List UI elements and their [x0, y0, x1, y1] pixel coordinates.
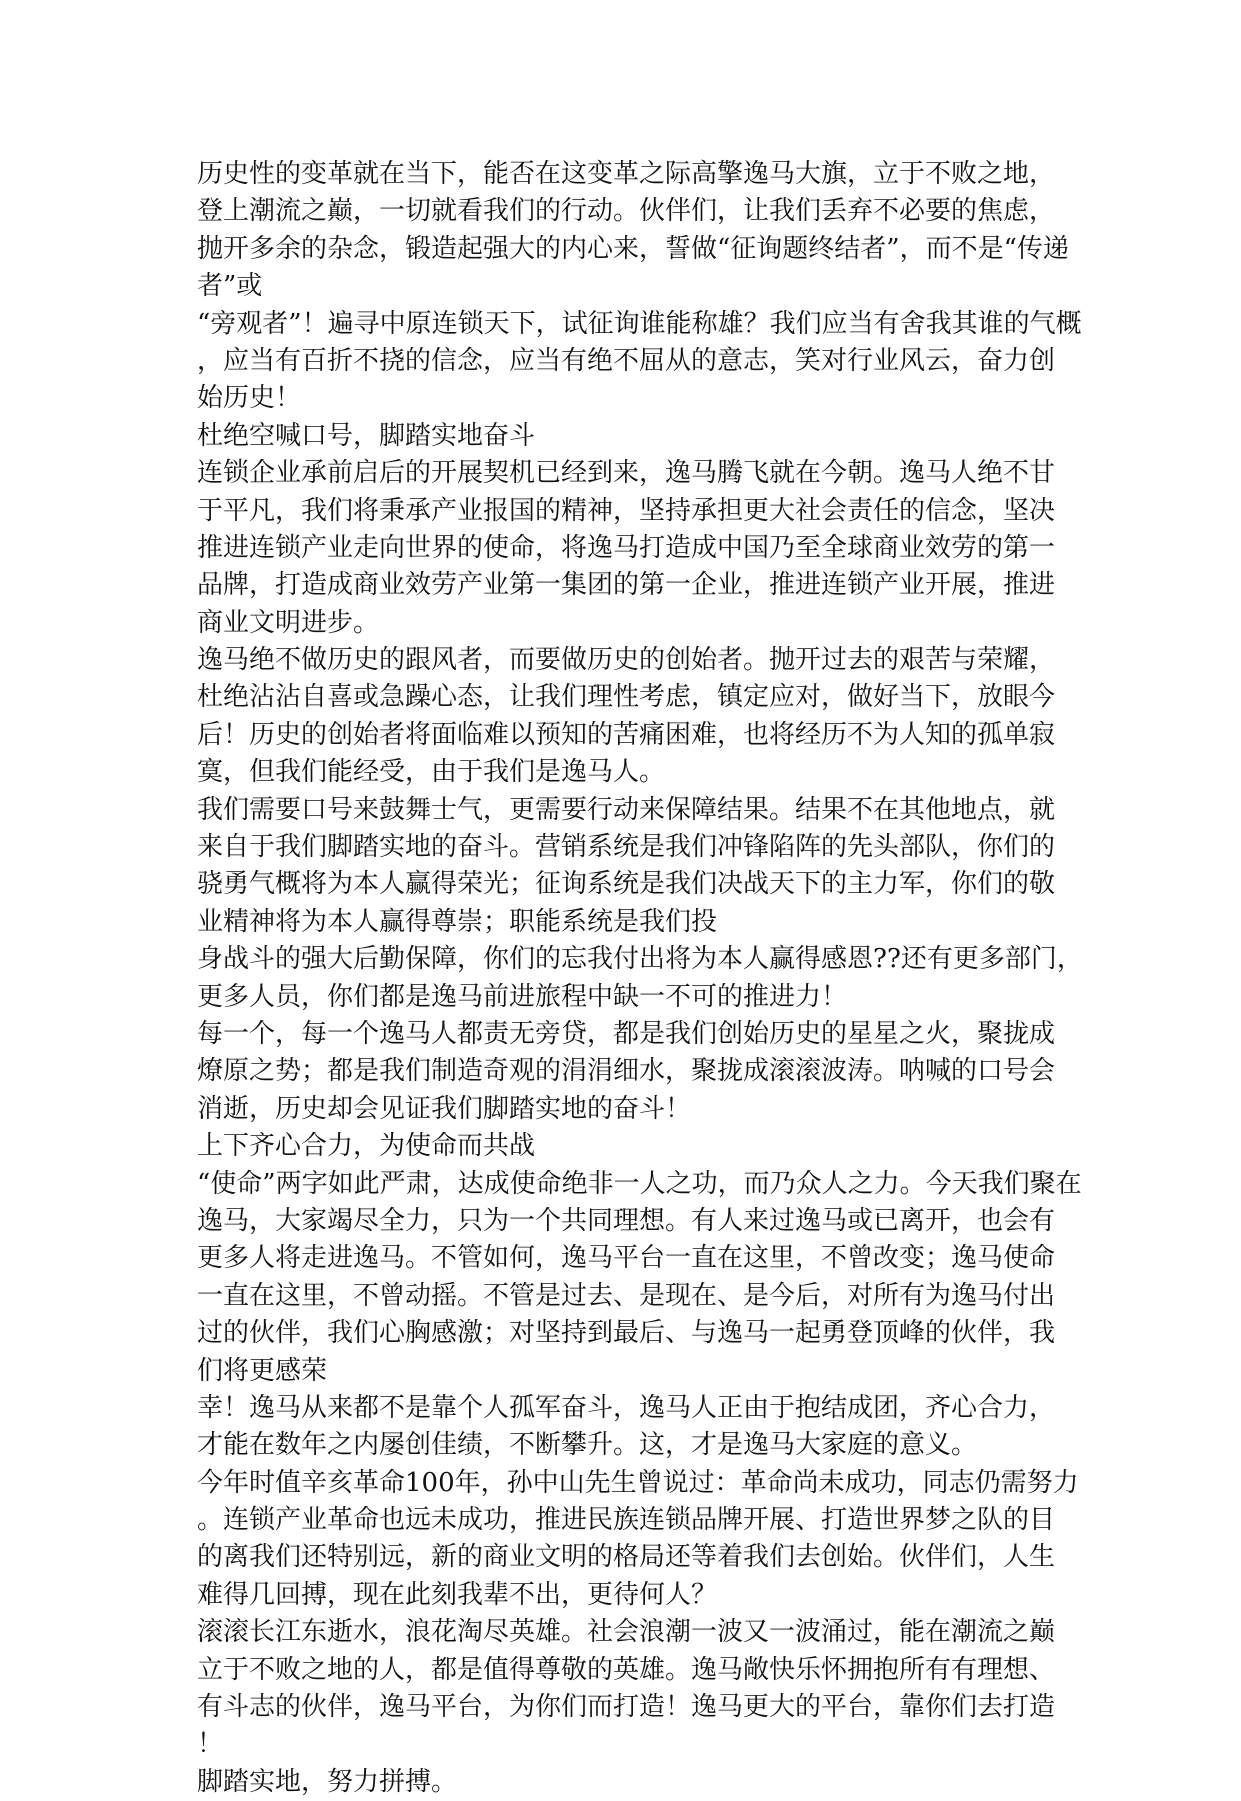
- text-line: 难得几回搏，现在此刻我辈不出，更待何人？: [197, 1579, 718, 1610]
- text-line: 。连锁产业革命也远未成功，推进民族连锁品牌开展、打造世界梦之队的目: [197, 1505, 1056, 1536]
- text-line: 立于不败之地的人，都是值得尊敬的英雄。逸马敞快乐怀拥抱所有有理想、: [197, 1654, 1056, 1685]
- text-line: 业精神将为本人赢得尊崇；职能系统是我们投: [197, 906, 718, 937]
- text-line: ！: [197, 1729, 224, 1760]
- text-line: 始历史！: [197, 383, 302, 414]
- text-line: 燎原之势；都是我们制造奇观的涓涓细水，聚拢成滚滚波涛。呐喊的口号会: [197, 1056, 1056, 1087]
- text-line: 商业文明进步。: [197, 607, 380, 638]
- text-line: 才能在数年之内屡创佳绩，不断攀升。这，才是逸马大家庭的意义。: [197, 1430, 978, 1461]
- text-line: “旁观者”！遍寻中原连锁天下，试征询谁能称雄？我们应当有舍我其谁的气概: [197, 308, 1082, 339]
- text-line: 逸马绝不做历史的跟风者，而要做历史的创始者。抛开过去的艰苦与荣耀，: [197, 645, 1056, 676]
- text-line: 的离我们还特别远，新的商业文明的格局还等着我们去创始。伙伴们，人生: [197, 1542, 1056, 1573]
- document-body: [197, 156, 1083, 1801]
- text-line: 更多人将走进逸马。不管如何，逸马平台一直在这里，不曾改变；逸马使命: [197, 1243, 1056, 1274]
- text-line: ，应当有百折不挠的信念，应当有绝不屈从的意志，笑对行业风云，奋力创: [197, 345, 1056, 376]
- text-line: 寞，但我们能经受，由于我们是逸马人。: [197, 757, 666, 788]
- text-line: 抛开多余的杂念，锻造起强大的内心来，誓做“征询题终结者”，而不是“传递: [197, 233, 1069, 264]
- text-line: 有斗志的伙伴，逸马平台，为你们而打造！逸马更大的平台，靠你们去打造: [197, 1692, 1056, 1723]
- text-line: 骁勇气概将为本人赢得荣光；征询系统是我们决战天下的主力军，你们的敬: [197, 869, 1056, 900]
- text-line: 逸马，大家竭尽全力，只为一个共同理想。有人来过逸马或已离开，也会有: [197, 1205, 1056, 1236]
- text-line: 登上潮流之巅，一切就看我们的行动。伙伴们，让我们丢弃不必要的焦虑，: [197, 196, 1056, 227]
- text-line: 推进连锁产业走向世界的使命，将逸马打造成中国乃至全球商业效劳的第一: [197, 532, 1056, 563]
- text-line: 每一个，每一个逸马人都责无旁贷，都是我们创始历史的星星之火，聚拢成: [197, 1018, 1056, 1049]
- text-line: “使命”两字如此严肃，达成使命绝非一人之功，而乃众人之力。今天我们聚在: [197, 1168, 1082, 1199]
- text-line: 今年时值辛亥革命100年，孙中山先生曾说过：革命尚未成功，同志仍需努力: [197, 1467, 1079, 1498]
- text-line: 们将更感荣: [197, 1355, 328, 1386]
- text-line: 我们需要口号来鼓舞士气，更需要行动来保障结果。结果不在其他地点，就: [197, 794, 1056, 825]
- text-line: 幸！逸马从来都不是靠个人孤军奋斗，逸马人正由于抱结成团，齐心合力，: [197, 1392, 1056, 1423]
- text-line: 历史性的变革就在当下，能否在这变革之际高擎逸马大旗，立于不败之地，: [197, 159, 1056, 189]
- text-line: 杜绝沾沾自喜或急躁心态，让我们理性考虑，镇定应对，做好当下，放眼今: [197, 682, 1056, 713]
- section-heading: 杜绝空喊口号，脚踏实地奋斗: [197, 420, 536, 451]
- text-line: 滚滚长江东逝水，浪花淘尽英雄。社会浪潮一波又一波涌过，能在潮流之巅: [197, 1617, 1056, 1648]
- text-line: 一直在这里，不曾动摇。不管是过去、是现在、是今后，对所有为逸马付出: [197, 1280, 1056, 1311]
- section-heading: 上下齐心合力，为使命而共战: [197, 1131, 536, 1162]
- text-line: 品牌，打造成商业效劳产业第一集团的第一企业，推进连锁产业开展，推进: [197, 570, 1056, 601]
- text-line: 后！历史的创始者将面临难以预知的苦痛困难，也将经历不为人知的孤单寂: [197, 719, 1056, 750]
- text-line: 更多人员，你们都是逸马前进旅程中缺一不可的推进力！: [197, 981, 848, 1012]
- text-line: 脚踏实地，努力拼搏。: [197, 1766, 458, 1797]
- text-line: 连锁企业承前启后的开展契机已经到来，逸马腾飞就在今朝。逸马人绝不甘: [197, 458, 1056, 489]
- text-line: 者”或: [197, 271, 263, 302]
- text-line: 来自于我们脚踏实地的奋斗。营销系统是我们冲锋陷阵的先头部队，你们的: [197, 832, 1056, 863]
- text-line: 身战斗的强大后勤保障，你们的忘我付出将为本人赢得感恩??还有更多部门，: [197, 944, 1083, 975]
- text-line: 于平凡，我们将秉承产业报国的精神，坚持承担更大社会责任的信念，坚决: [197, 495, 1056, 526]
- text-line: 过的伙伴，我们心胸感激；对坚持到最后、与逸马一起勇登顶峰的伙伴，我: [197, 1318, 1056, 1349]
- text-line: 消逝，历史却会见证我们脚踏实地的奋斗！: [197, 1093, 692, 1124]
